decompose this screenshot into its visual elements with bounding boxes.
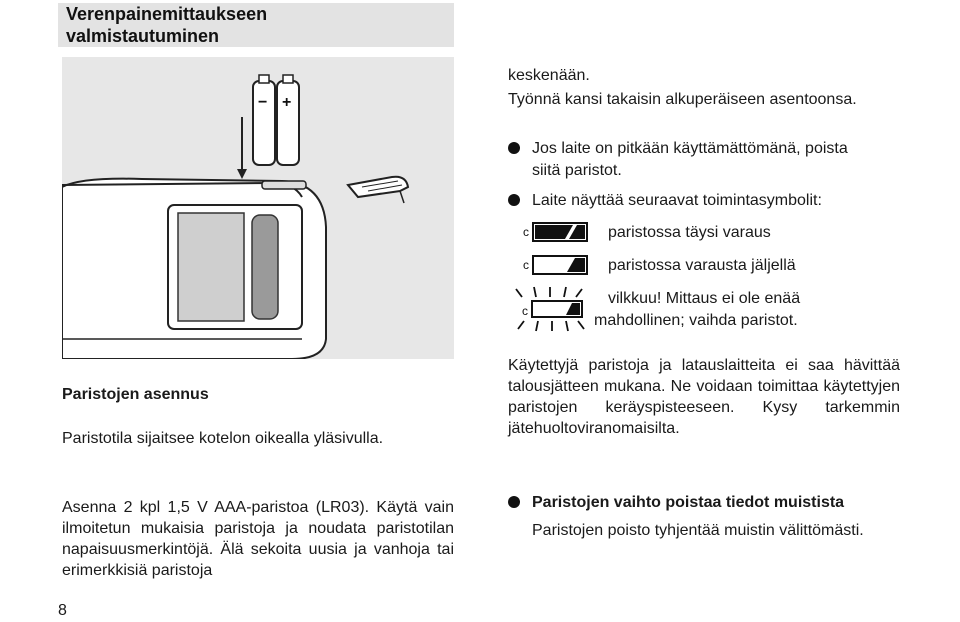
battery-minus-label: −: [258, 94, 268, 111]
svg-text:c: c: [523, 225, 529, 239]
symbol2-label: paristossa varausta jäljellä: [608, 257, 796, 274]
battery-cover: [348, 177, 408, 197]
display-screen: [178, 213, 244, 321]
continued-text-line1: keskenään.: [508, 67, 590, 84]
bullet1-line1: Jos laite on pitkään käyttämättömänä, poista: [532, 140, 848, 157]
battery-empty-blinking-icon: [512, 285, 592, 333]
bullet2-text: Laite näyttää seuraavat toimintasymbolit:: [532, 192, 822, 209]
disposal-notice: Käytettyjä paristoja ja latauslaitteita ei saa hävittää talousjätteen mukana. Ne voidaan toimittaa käytettyjen paristojen keräyspisteeseen. Kysy tarkemmin jätehuoltoviranomaisilta.: [508, 357, 900, 437]
device-drawing: [62, 57, 454, 359]
svg-text:c: c: [523, 258, 529, 272]
page-number: 8: [58, 602, 67, 619]
bullet3-text: Paristojen poisto tyhjentää muistin välittömästi.: [532, 522, 864, 539]
section-title: [66, 3, 267, 47]
symbol3-line2: mahdollinen; vaihda paristot.: [594, 312, 798, 329]
section-title-line2: valmistautuminen: [66, 26, 220, 46]
side-button: [252, 215, 278, 319]
battery-low-icon: [523, 253, 589, 277]
battery-install-instructions: Asenna 2 kpl 1,5 V AAA-paristoa (LR03). Käytä vain ilmoitetun mukaisia paristoja ja noudata paristotilan napaisuusmerkintöjä. Älä sekoita uusia ja vanhoja tai erimerkkisiä paristoja: [62, 499, 454, 579]
section-title-line1: Verenpainemittaukseen: [66, 4, 268, 24]
bullet1-line2: siitä paristot.: [532, 162, 622, 179]
continued-text-line2: Työnnä kansi takaisin alkuperäiseen asentoonsa.: [508, 91, 857, 108]
battery-full-icon: [523, 220, 589, 244]
battery-location-text: Paristotila sijaitsee kotelon oikealla yläsivulla.: [62, 430, 384, 447]
symbol1-label: paristossa täysi varaus: [608, 224, 771, 241]
battery-plus-label: +: [282, 94, 292, 111]
battery-installation-illustration: [62, 57, 454, 359]
svg-text:c: c: [522, 304, 528, 318]
bullet3-heading: Paristojen vaihto poistaa tiedot muistista: [532, 494, 845, 511]
bullet-icon: [508, 194, 520, 206]
section-title-box: [58, 3, 454, 47]
symbol3-line1: vilkkuu! Mittaus ei ole enää: [608, 290, 801, 307]
battery-icon: [253, 75, 299, 165]
bullet-icon: [508, 142, 520, 154]
battery-installation-heading: Paristojen asennus: [62, 386, 209, 403]
bullet-icon: [508, 496, 520, 508]
